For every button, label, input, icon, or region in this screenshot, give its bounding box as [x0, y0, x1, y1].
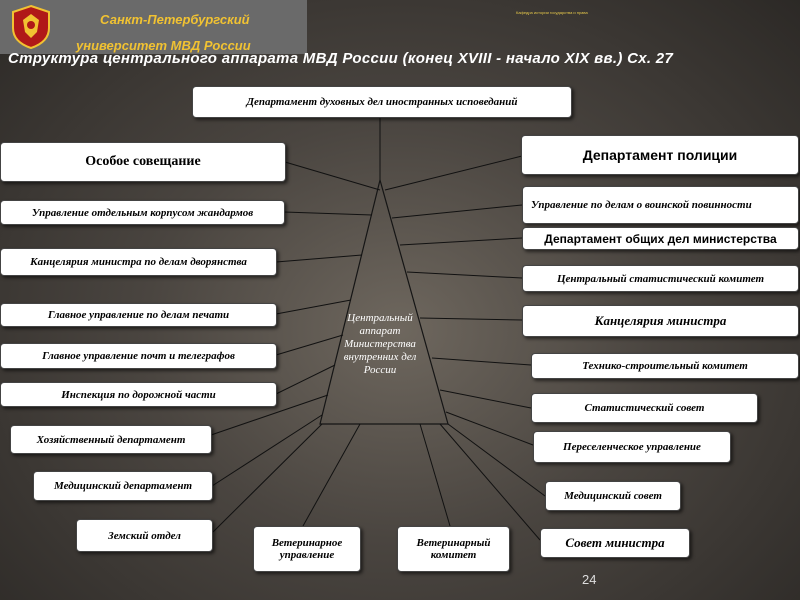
box-chancery-nobility: Канцелярия министра по делам дворянства — [0, 248, 277, 276]
box-gendarme-corps: Управление отдельным корпусом жандармов — [0, 200, 285, 225]
box-economic-dept: Хозяйственный департамент — [10, 425, 212, 454]
department-caption: Кафедра истории государства и права — [516, 10, 588, 15]
box-police-dept: Департамент полиции — [521, 135, 799, 175]
central-apparatus-label: Центральный аппарат Министерства внутренних дел России — [343, 312, 417, 376]
box-tech-construction: Технико-строительный комитет — [531, 353, 799, 379]
box-vet-committee: Ветеринарный комитет — [397, 526, 510, 572]
university-name-line1: Санкт-Петербургский — [100, 12, 250, 27]
box-dept-spiritual: Департамент духовных дел иностранных исповеданий — [192, 86, 572, 118]
box-minister-chancery: Канцелярия министра — [522, 305, 799, 337]
box-medical-council: Медицинский совет — [545, 481, 681, 511]
box-general-affairs: Департамент общих дел министерства — [522, 227, 799, 250]
page-number: 24 — [582, 572, 597, 587]
slide-title: Структура центрального аппарата МВД России (конец XVIII - начало XIX вв.) Сх. 27 — [8, 50, 674, 67]
box-military-duty: Управление по делам о воинской повинности — [522, 186, 799, 224]
box-post-telegraph: Главное управление почт и телеграфов — [0, 343, 277, 369]
box-road-inspection: Инспекция по дорожной части — [0, 382, 277, 407]
box-medical-dept: Медицинский департамент — [33, 471, 213, 501]
university-name-line2: университет МВД России — [76, 38, 251, 53]
box-zemsky: Земский отдел — [76, 519, 213, 552]
emblem-icon — [8, 4, 54, 50]
box-press-main: Главное управление по делам печати — [0, 303, 277, 327]
box-stat-council: Статистический совет — [531, 393, 758, 423]
box-special-meeting: Особое совещание — [0, 142, 286, 182]
box-central-stat: Центральный статистический комитет — [522, 265, 799, 292]
box-resettlement: Переселенческое управление — [533, 431, 731, 463]
box-minister-council: Совет министра — [540, 528, 690, 558]
box-vet-admin: Ветеринарное управление — [253, 526, 361, 572]
